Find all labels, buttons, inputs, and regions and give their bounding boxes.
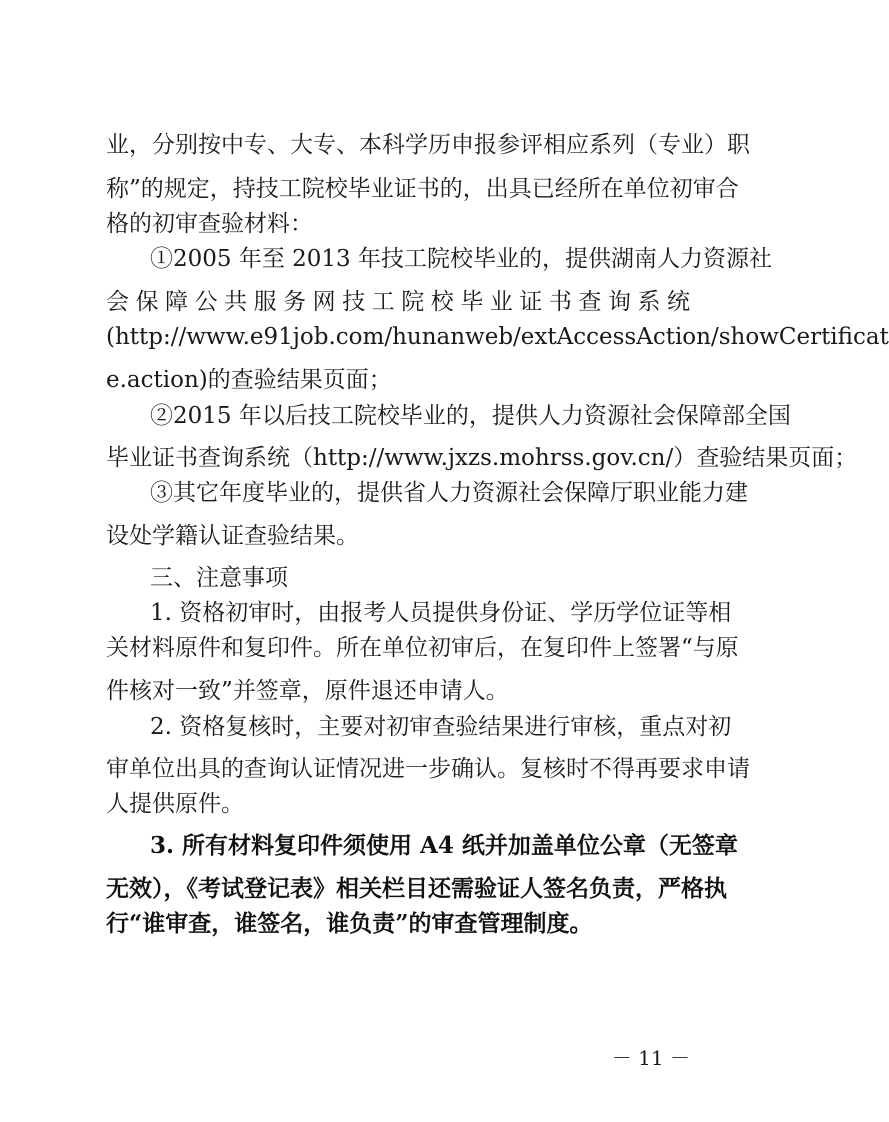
text-line: 设处学籍认证查验结果。: [106, 523, 359, 549]
text-line: ②2015 年以后技工院校毕业的，提供人力资源社会保障部全国: [150, 403, 791, 429]
text-line: 人提供原件。: [106, 791, 244, 817]
bold-text-line: 行“谁审查，谁签名，谁负责”的审查管理制度。: [106, 910, 593, 937]
text-line: 毕业证书查询系统（http://www.jxzs.mohrss.gov.cn/）查验结果页面；: [106, 445, 858, 471]
text-line: e.action)的查验结果页面；: [106, 367, 392, 393]
text-line: ①2005 年至 2013 年技工院校毕业的，提供湖南人力资源社: [150, 246, 772, 272]
text-line: (http://www.e91job.com/hunanweb/extAccessAction/showCertificat: [106, 324, 889, 350]
bold-text-line: 3. 所有材料复印件须使用 A4 纸并加盖单位公章（无签章: [150, 832, 738, 859]
text-line: 关材料原件和复印件。所在单位初审后，在复印件上签署“与原: [106, 635, 739, 661]
text-line: 会保障公共服务网技工院校毕业证书查询系统: [106, 289, 690, 315]
bold-text-line: 无效），《考试登记表》相关栏目还需验证人签名负责，严格执: [106, 875, 727, 902]
page-number: － 11 －: [611, 1046, 690, 1070]
text-line: 审单位出具的查询认证情况进一步确认。复核时不得再要求申请: [106, 756, 750, 782]
section-heading: 三、注意事项: [150, 565, 288, 591]
text-line: 称”的规定，持技工院校毕业证书的，出具已经所在单位初审合: [106, 176, 739, 202]
text-line: 业，分别按中专、大专、本科学历申报参评相应系列（专业）职: [106, 132, 750, 158]
text-line: 件核对一致”并签章，原件退还申请人。: [106, 678, 509, 704]
text-line: 2. 资格复核时，主要对初审查验结果进行审核，重点对初: [150, 714, 732, 740]
text-line: ③其它年度毕业的，提供省人力资源社会保障厅职业能力建: [150, 480, 748, 506]
text-line: 格的初审查验材料：: [106, 211, 313, 237]
text-line: 1. 资格初审时，由报考人员提供身份证、学历学位证等相: [150, 600, 732, 626]
